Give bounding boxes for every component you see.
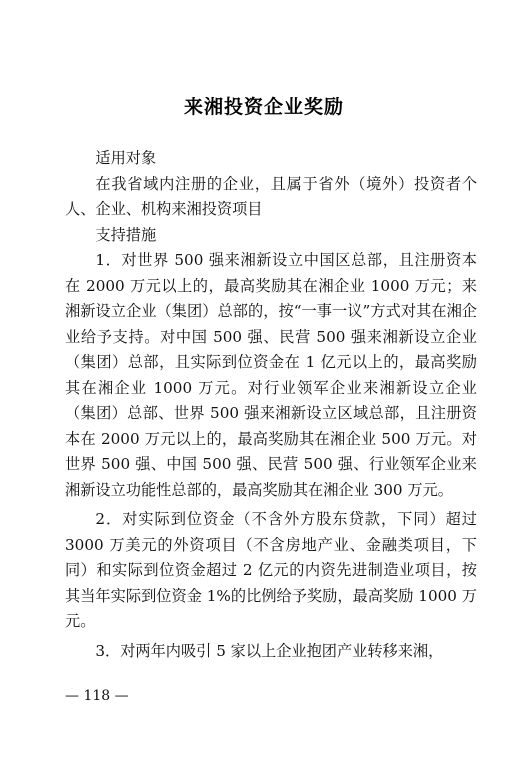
section-heading-applicable: 适用对象 [95,149,157,167]
paragraph-applicable: 在我省域内注册的企业，且属于省外（境外）投资者个人、企业、机构来湘投资项目 [65,174,477,218]
page-number: — 118 — [65,688,129,704]
document-title: 来湘投资企业奖励 [183,96,344,118]
paragraph-measure-3: 3．对两年内吸引 5 家以上企业抱团产业转移来湘， [95,641,444,660]
section-heading-measures: 支持措施 [95,225,157,244]
paragraph-measure-2: 2．对实际到位资金（不含外方股东贷款，下同）超过 3000 万美元的外资项目（不含房地产业、金融类项目，下同）和实际到位资金超过 2 亿元的内资先进制造业项目，按其当年实际到位资金 1%的比例给予奖励，最高奖励 1000 万元。 [65,510,477,630]
paragraph-measure-1: 1．对世界 500 强来湘新设立中国区总部，且注册资本在 2000 万元以上的，最高奖励其在湘企业 1000 万元；来湘新设立企业（集团）总部的，按“一事一议”方式对其在湘企业给予支持。对中国 500 强、民营 500 强来湘新设立企业（集团）总部，且实际到位资金在 1 亿元以上的，最高奖励其在湘企业 1000 万元。对行业领军企业来湘新设立企业（集团）总部、世界 500 强来湘新设立区域总部，且注册资本在 2000 万元以上的，最高奖励其在湘企业 500 万元。对世界 500 强、中国 500 强、民营 500 强、行业领军企业来湘新设立功能性总部的，最高奖励其在湘企业 300 万元。 [65,251,477,499]
document-body [65,146,477,664]
